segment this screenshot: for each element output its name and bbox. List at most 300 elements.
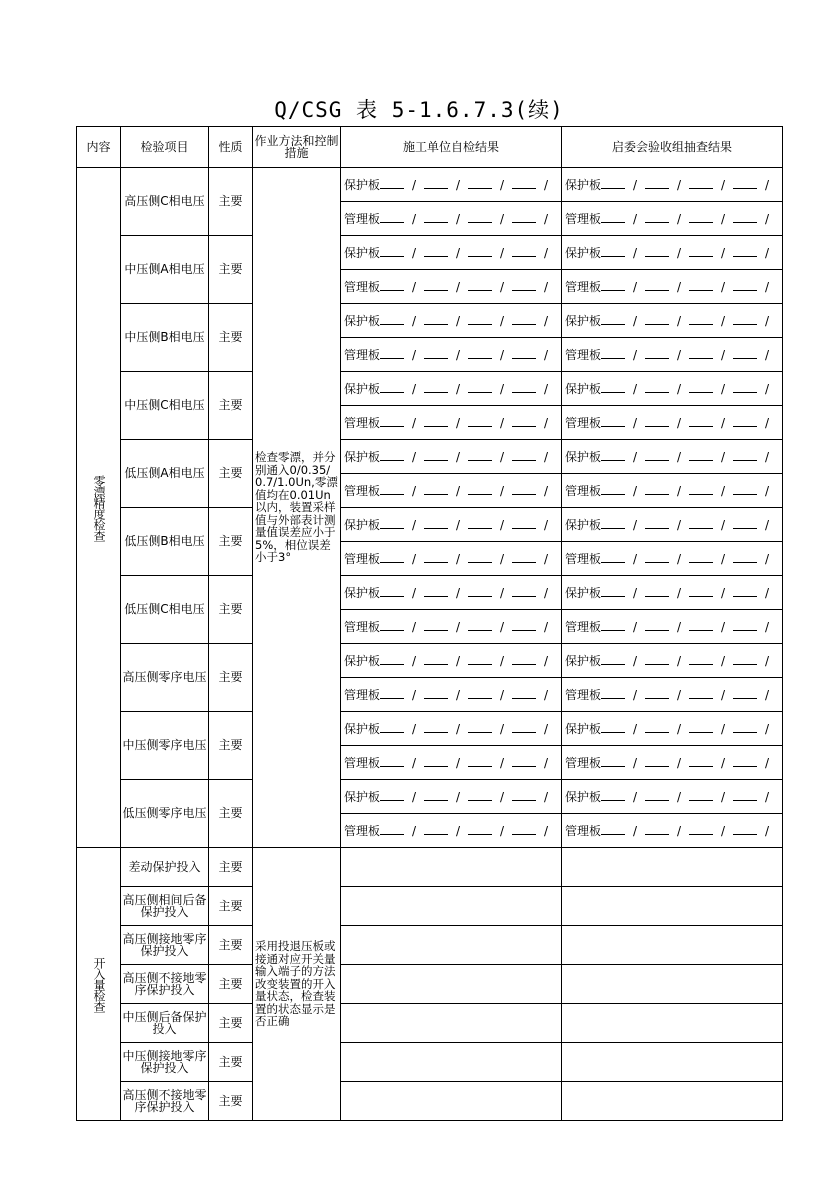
slash-separator: /: [720, 585, 726, 600]
board-label: 管理板: [344, 211, 381, 226]
slash-separator: /: [632, 415, 638, 430]
blank-field[interactable]: [645, 212, 669, 223]
item-name: 高压侧相间后备保护投入: [121, 887, 209, 926]
self-check-protect-board: [341, 372, 562, 406]
blank-field[interactable]: [424, 484, 448, 495]
slash-separator: /: [543, 381, 549, 396]
item-name: 高压侧不接地零序保护投入: [121, 965, 209, 1004]
blank-field[interactable]: [512, 688, 536, 699]
blank-field[interactable]: [468, 654, 492, 665]
table-row: [77, 440, 783, 474]
blank-field[interactable]: [380, 518, 404, 529]
board-label: 保护板: [565, 721, 602, 736]
blank-field[interactable]: [645, 722, 669, 733]
blank-field[interactable]: [645, 824, 669, 835]
slash-separator: /: [632, 789, 638, 804]
slash-separator: /: [720, 551, 726, 566]
blank-field[interactable]: [601, 518, 625, 529]
blank-field[interactable]: [733, 450, 757, 461]
slash-separator: /: [720, 313, 726, 328]
self-check-result[interactable]: [341, 1043, 562, 1082]
committee-check-protect-board: [562, 780, 783, 814]
blank-field[interactable]: [424, 586, 448, 597]
blank-field[interactable]: [424, 450, 448, 461]
blank-field[interactable]: [380, 756, 404, 767]
blank-field[interactable]: [468, 314, 492, 325]
self-check-result[interactable]: [341, 848, 562, 887]
blank-field[interactable]: [733, 552, 757, 563]
blank-field[interactable]: [380, 348, 404, 359]
blank-field[interactable]: [512, 586, 536, 597]
blank-field[interactable]: [468, 280, 492, 291]
blank-field[interactable]: [645, 654, 669, 665]
blank-field[interactable]: [380, 790, 404, 801]
blank-field[interactable]: [601, 178, 625, 189]
slash-separator: /: [632, 653, 638, 668]
blank-field[interactable]: [601, 280, 625, 291]
slash-separator: /: [543, 177, 549, 192]
blank-field[interactable]: [380, 824, 404, 835]
blank-field[interactable]: [689, 416, 713, 427]
blank-field[interactable]: [733, 824, 757, 835]
blank-field[interactable]: [512, 382, 536, 393]
self-check-result[interactable]: [341, 926, 562, 965]
blank-field[interactable]: [689, 450, 713, 461]
board-label: 管理板: [565, 211, 602, 226]
committee-check-protect-board: [562, 304, 783, 338]
blank-field[interactable]: [733, 790, 757, 801]
slash-separator: /: [676, 721, 682, 736]
item-name: 高压侧零序电压: [121, 644, 209, 712]
blank-field[interactable]: [601, 756, 625, 767]
self-check-protect-board: [341, 508, 562, 542]
blank-field[interactable]: [689, 824, 713, 835]
blank-field[interactable]: [468, 484, 492, 495]
blank-field[interactable]: [645, 484, 669, 495]
blank-field[interactable]: [512, 450, 536, 461]
blank-field[interactable]: [424, 518, 448, 529]
board-label: 管理板: [565, 755, 602, 770]
slash-separator: /: [411, 313, 417, 328]
blank-field[interactable]: [424, 722, 448, 733]
slash-separator: /: [764, 721, 770, 736]
blank-field[interactable]: [733, 348, 757, 359]
blank-field[interactable]: [601, 246, 625, 257]
blank-field[interactable]: [689, 382, 713, 393]
slash-separator: /: [720, 211, 726, 226]
slash-separator: /: [720, 687, 726, 702]
item-name: 低压侧C相电压: [121, 576, 209, 644]
blank-field[interactable]: [424, 246, 448, 257]
blank-field[interactable]: [645, 314, 669, 325]
slash-separator: /: [455, 245, 461, 260]
slash-separator: /: [764, 823, 770, 838]
blank-field[interactable]: [424, 416, 448, 427]
blank-field[interactable]: [645, 348, 669, 359]
blank-field[interactable]: [733, 484, 757, 495]
self-check-result[interactable]: [341, 887, 562, 926]
header-committee-check: 启委会验收组抽查结果: [562, 127, 783, 168]
slash-separator: /: [632, 551, 638, 566]
blank-field[interactable]: [468, 416, 492, 427]
item-nature: 主要: [209, 1004, 253, 1043]
blank-field[interactable]: [601, 586, 625, 597]
item-nature: 主要: [209, 236, 253, 304]
blank-field[interactable]: [733, 212, 757, 223]
blank-field[interactable]: [689, 518, 713, 529]
blank-field[interactable]: [468, 722, 492, 733]
slash-separator: /: [676, 211, 682, 226]
slash-separator: /: [411, 483, 417, 498]
board-label: 保护板: [344, 313, 381, 328]
blank-field[interactable]: [645, 620, 669, 631]
blank-field[interactable]: [380, 484, 404, 495]
blank-field[interactable]: [733, 654, 757, 665]
blank-field[interactable]: [468, 382, 492, 393]
self-check-protect-board: [341, 440, 562, 474]
blank-field[interactable]: [424, 620, 448, 631]
blank-field[interactable]: [380, 654, 404, 665]
blank-field[interactable]: [512, 314, 536, 325]
blank-field[interactable]: [424, 280, 448, 291]
blank-field[interactable]: [424, 654, 448, 665]
blank-field[interactable]: [380, 722, 404, 733]
slash-separator: /: [543, 551, 549, 566]
committee-check-protect-board: [562, 576, 783, 610]
self-check-result[interactable]: [341, 965, 562, 1004]
blank-field[interactable]: [512, 552, 536, 563]
blank-field[interactable]: [645, 586, 669, 597]
blank-field[interactable]: [512, 518, 536, 529]
slash-separator: /: [764, 449, 770, 464]
slash-separator: /: [411, 619, 417, 634]
board-label: 保护板: [344, 449, 381, 464]
blank-field[interactable]: [512, 416, 536, 427]
blank-field[interactable]: [424, 756, 448, 767]
blank-field[interactable]: [468, 688, 492, 699]
blank-field[interactable]: [601, 620, 625, 631]
table-row: [77, 1004, 783, 1043]
slash-separator: /: [720, 517, 726, 532]
board-label: 保护板: [565, 313, 602, 328]
slash-separator: /: [676, 313, 682, 328]
slash-separator: /: [543, 449, 549, 464]
slash-separator: /: [455, 789, 461, 804]
blank-field[interactable]: [380, 620, 404, 631]
blank-field[interactable]: [601, 722, 625, 733]
slash-separator: /: [411, 789, 417, 804]
blank-field[interactable]: [689, 620, 713, 631]
blank-field[interactable]: [601, 824, 625, 835]
slash-separator: /: [764, 755, 770, 770]
blank-field[interactable]: [645, 518, 669, 529]
blank-field[interactable]: [689, 722, 713, 733]
board-label: 保护板: [344, 721, 381, 736]
slash-separator: /: [411, 653, 417, 668]
slash-separator: /: [676, 415, 682, 430]
slash-separator: /: [676, 347, 682, 362]
board-label: 管理板: [565, 619, 602, 634]
blank-field[interactable]: [733, 518, 757, 529]
blank-field[interactable]: [424, 178, 448, 189]
slash-separator: /: [543, 789, 549, 804]
blank-field[interactable]: [733, 246, 757, 257]
slash-separator: /: [411, 211, 417, 226]
blank-field[interactable]: [424, 382, 448, 393]
slash-separator: /: [499, 789, 505, 804]
blank-field[interactable]: [512, 654, 536, 665]
slash-separator: /: [455, 279, 461, 294]
blank-field[interactable]: [689, 654, 713, 665]
slash-separator: /: [720, 483, 726, 498]
slash-separator: /: [411, 245, 417, 260]
slash-separator: /: [455, 653, 461, 668]
blank-field[interactable]: [733, 722, 757, 733]
slash-separator: /: [720, 823, 726, 838]
blank-field[interactable]: [468, 246, 492, 257]
blank-field[interactable]: [601, 314, 625, 325]
slash-separator: /: [499, 585, 505, 600]
committee-check-protect-board: [562, 644, 783, 678]
committee-check-result[interactable]: [562, 1004, 783, 1043]
blank-field[interactable]: [468, 212, 492, 223]
slash-separator: /: [632, 755, 638, 770]
self-check-manage-board: [341, 814, 562, 848]
board-label: 保护板: [565, 449, 602, 464]
item-name: 低压侧A相电压: [121, 440, 209, 508]
blank-field[interactable]: [468, 348, 492, 359]
blank-field[interactable]: [689, 314, 713, 325]
blank-field[interactable]: [689, 246, 713, 257]
committee-check-manage-board: [562, 542, 783, 576]
slash-separator: /: [676, 517, 682, 532]
blank-field[interactable]: [424, 314, 448, 325]
blank-field[interactable]: [380, 450, 404, 461]
blank-field[interactable]: [689, 280, 713, 291]
blank-field[interactable]: [424, 790, 448, 801]
blank-field[interactable]: [512, 348, 536, 359]
blank-field[interactable]: [733, 280, 757, 291]
slash-separator: /: [411, 721, 417, 736]
blank-field[interactable]: [733, 382, 757, 393]
blank-field[interactable]: [512, 484, 536, 495]
blank-field[interactable]: [424, 348, 448, 359]
blank-field[interactable]: [468, 620, 492, 631]
blank-field[interactable]: [512, 246, 536, 257]
blank-field[interactable]: [512, 790, 536, 801]
blank-field[interactable]: [645, 382, 669, 393]
blank-field[interactable]: [380, 246, 404, 257]
board-label: 管理板: [344, 687, 381, 702]
slash-separator: /: [720, 415, 726, 430]
blank-field[interactable]: [512, 620, 536, 631]
committee-check-result[interactable]: [562, 1082, 783, 1121]
blank-field[interactable]: [601, 348, 625, 359]
blank-field[interactable]: [424, 824, 448, 835]
slash-separator: /: [411, 823, 417, 838]
blank-field[interactable]: [733, 756, 757, 767]
blank-field[interactable]: [689, 586, 713, 597]
blank-field[interactable]: [733, 416, 757, 427]
blank-field[interactable]: [689, 348, 713, 359]
item-name: 中压侧接地零序保护投入: [121, 1043, 209, 1082]
slash-separator: /: [455, 415, 461, 430]
slash-separator: /: [720, 177, 726, 192]
blank-field[interactable]: [601, 416, 625, 427]
blank-field[interactable]: [689, 790, 713, 801]
slash-separator: /: [676, 687, 682, 702]
slash-separator: /: [543, 687, 549, 702]
blank-field[interactable]: [380, 382, 404, 393]
slash-separator: /: [499, 177, 505, 192]
slash-separator: /: [720, 449, 726, 464]
blank-field[interactable]: [424, 212, 448, 223]
blank-field[interactable]: [733, 178, 757, 189]
blank-field[interactable]: [512, 212, 536, 223]
committee-check-result[interactable]: [562, 965, 783, 1004]
blank-field[interactable]: [468, 552, 492, 563]
slash-separator: /: [455, 585, 461, 600]
blank-field[interactable]: [645, 246, 669, 257]
blank-field[interactable]: [601, 654, 625, 665]
slash-separator: /: [411, 177, 417, 192]
blank-field[interactable]: [512, 824, 536, 835]
committee-check-result[interactable]: [562, 926, 783, 965]
committee-check-protect-board: [562, 440, 783, 474]
blank-field[interactable]: [468, 824, 492, 835]
section-content: [77, 848, 121, 1121]
self-check-manage-board: [341, 542, 562, 576]
self-check-protect-board: [341, 780, 562, 814]
blank-field[interactable]: [468, 178, 492, 189]
slash-separator: /: [455, 755, 461, 770]
blank-field[interactable]: [645, 552, 669, 563]
blank-field[interactable]: [645, 416, 669, 427]
self-check-result[interactable]: [341, 1004, 562, 1043]
slash-separator: /: [676, 449, 682, 464]
committee-check-result[interactable]: [562, 887, 783, 926]
slash-separator: /: [411, 381, 417, 396]
blank-field[interactable]: [601, 212, 625, 223]
slash-separator: /: [411, 585, 417, 600]
board-label: 保护板: [565, 789, 602, 804]
blank-field[interactable]: [380, 178, 404, 189]
slash-separator: /: [632, 687, 638, 702]
slash-separator: /: [632, 619, 638, 634]
board-label: 保护板: [344, 245, 381, 260]
table-row: [77, 644, 783, 678]
blank-field[interactable]: [689, 688, 713, 699]
blank-field[interactable]: [380, 586, 404, 597]
blank-field[interactable]: [645, 280, 669, 291]
blank-field[interactable]: [468, 518, 492, 529]
blank-field[interactable]: [645, 450, 669, 461]
blank-field[interactable]: [380, 212, 404, 223]
slash-separator: /: [764, 483, 770, 498]
blank-field[interactable]: [468, 756, 492, 767]
blank-field[interactable]: [601, 450, 625, 461]
blank-field[interactable]: [689, 178, 713, 189]
table-row: [77, 1082, 783, 1121]
board-label: 管理板: [344, 483, 381, 498]
blank-field[interactable]: [380, 688, 404, 699]
slash-separator: /: [499, 483, 505, 498]
blank-field[interactable]: [733, 620, 757, 631]
committee-check-result[interactable]: [562, 848, 783, 887]
slash-separator: /: [632, 449, 638, 464]
blank-field[interactable]: [689, 484, 713, 495]
item-nature: 主要: [209, 644, 253, 712]
committee-check-manage-board: [562, 202, 783, 236]
table-row: [77, 887, 783, 926]
blank-field[interactable]: [601, 790, 625, 801]
item-nature: 主要: [209, 576, 253, 644]
blank-field[interactable]: [601, 484, 625, 495]
slash-separator: /: [499, 245, 505, 260]
slash-separator: /: [764, 517, 770, 532]
blank-field[interactable]: [733, 586, 757, 597]
blank-field[interactable]: [689, 756, 713, 767]
slash-separator: /: [676, 653, 682, 668]
committee-check-result[interactable]: [562, 1043, 783, 1082]
slash-separator: /: [411, 279, 417, 294]
committee-check-manage-board: [562, 610, 783, 644]
blank-field[interactable]: [380, 552, 404, 563]
slash-separator: /: [499, 721, 505, 736]
blank-field[interactable]: [645, 688, 669, 699]
blank-field[interactable]: [424, 552, 448, 563]
blank-field[interactable]: [380, 416, 404, 427]
blank-field[interactable]: [468, 790, 492, 801]
blank-field[interactable]: [512, 756, 536, 767]
blank-field[interactable]: [689, 552, 713, 563]
board-label: 保护板: [344, 517, 381, 532]
blank-field[interactable]: [601, 688, 625, 699]
blank-field[interactable]: [601, 552, 625, 563]
blank-field[interactable]: [424, 688, 448, 699]
committee-check-protect-board: [562, 168, 783, 202]
blank-field[interactable]: [645, 178, 669, 189]
blank-field[interactable]: [645, 756, 669, 767]
self-check-manage-board: [341, 678, 562, 712]
blank-field[interactable]: [645, 790, 669, 801]
blank-field[interactable]: [733, 314, 757, 325]
blank-field[interactable]: [601, 382, 625, 393]
blank-field[interactable]: [468, 450, 492, 461]
slash-separator: /: [632, 211, 638, 226]
blank-field[interactable]: [512, 280, 536, 291]
slash-separator: /: [764, 789, 770, 804]
self-check-protect-board: [341, 712, 562, 746]
blank-field[interactable]: [380, 314, 404, 325]
slash-separator: /: [720, 721, 726, 736]
blank-field[interactable]: [689, 212, 713, 223]
slash-separator: /: [632, 279, 638, 294]
board-label: 保护板: [565, 653, 602, 668]
self-check-result[interactable]: [341, 1082, 562, 1121]
slash-separator: /: [455, 721, 461, 736]
blank-field[interactable]: [512, 178, 536, 189]
blank-field[interactable]: [468, 586, 492, 597]
blank-field[interactable]: [380, 280, 404, 291]
blank-field[interactable]: [512, 722, 536, 733]
committee-check-manage-board: [562, 678, 783, 712]
table-row: [77, 576, 783, 610]
committee-check-manage-board: [562, 406, 783, 440]
slash-separator: /: [543, 619, 549, 634]
slash-separator: /: [543, 823, 549, 838]
blank-field[interactable]: [733, 688, 757, 699]
